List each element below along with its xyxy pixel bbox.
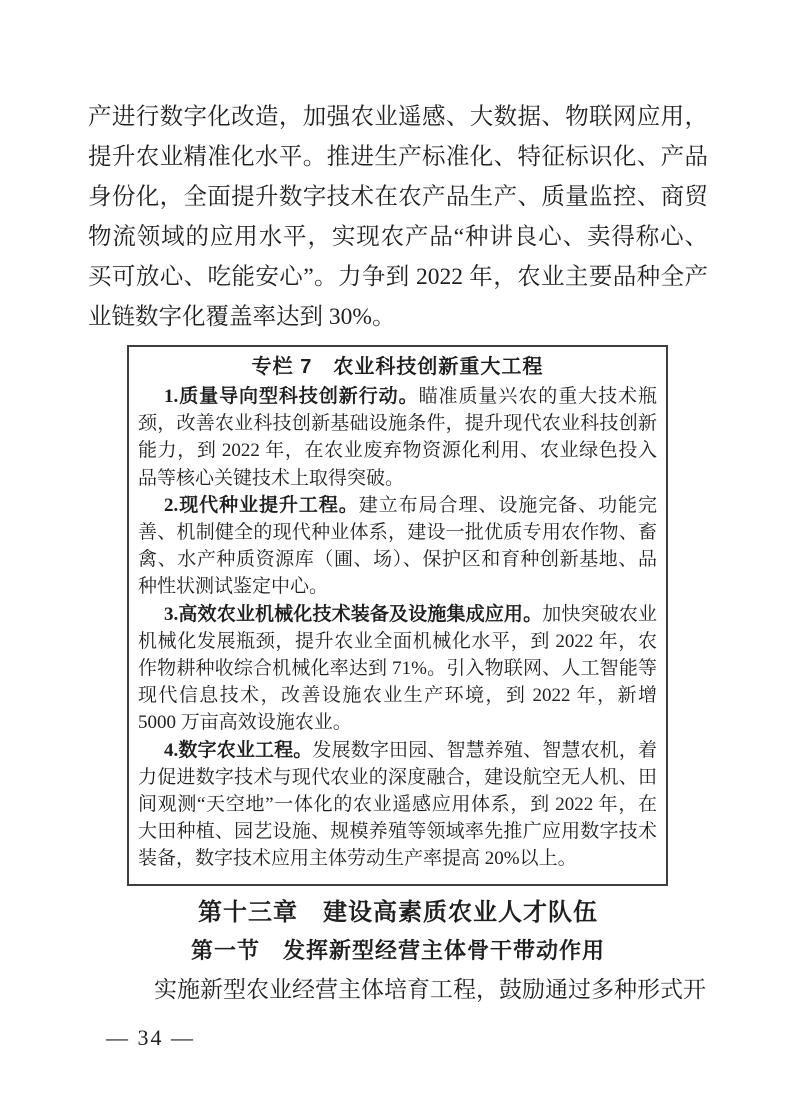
panel-item-3-text: 加快突破农业机械化发展瓶颈，提升农业全面机械化水平，到 2022 年，农作物耕种收综合机械化率达到 71%。引入物联网、人工智能等现代信息技术，改善设施农业生产环境，到 2022 年，新增 5000 万亩高效设施农业。: [138, 603, 657, 734]
section-heading: 第一节 发挥新型经营主体骨干带动作用: [190, 938, 605, 963]
body-paragraph: 实施新型农业经营主体培育工程，鼓励通过多种形式开: [154, 977, 706, 1002]
panel-item-3-lead: 3.高效农业机械化技术装备及设施集成应用。: [164, 603, 543, 625]
panel-item-4-text: 发展数字田园、智慧养殖、智慧农机，着力促进数字技术与现代农业的深度融合，建设航空无人机、田间观测“天空地”一体化的农业遥感应用体系，到 2022 年，在大田种植、园艺设施、规模养殖等领域率先推广应用数字技术装备，数字技术应用主体劳动生产率提高 20%以上。: [138, 739, 657, 870]
panel-item-3: [138, 601, 657, 737]
panel-item-1-lead: 1.质量导向型科技创新行动。: [164, 386, 419, 407]
special-column-panel: [127, 345, 668, 886]
panel-item-4-lead: 4.数字农业工程。: [164, 739, 313, 761]
panel-item-1: [138, 383, 657, 492]
panel-item-2-lead: 2.现代种业提升工程。: [164, 494, 359, 516]
page-number: — 34 —: [106, 1025, 195, 1050]
panel-item-2-text: 建立布局合理、设施完备、功能完善、机制健全的现代种业体系，建设一批优质专用农作物、畜禽、水产种质资源库（圃、场）、保护区和育种创新基地、品种性状测试鉴定中心。: [138, 494, 657, 598]
intro-paragraph: 产进行数字化改造，加强农业遥感、大数据、物联网应用，提升农业精准化水平。推进生产标准化、特征标识化、产品身份化，全面提升数字技术在农产品生产、质量监控、商贸物流领域的应用水平，实现农产品“种讲良心、卖得称心、买可放心、吃能安心”。力争到 2022 年，农业主要品种全产业链数字化覆盖率达到 30%。: [88, 104, 708, 330]
panel-title: 专栏 7 农业科技创新重大工程: [251, 356, 544, 378]
panel-item-1-text: 瞄准质量兴农的重大技术瓶颈，改善农业科技创新基础设施条件，提升现代农业科技创新能力，到 2022 年，在农业废弃物资源化利用、农业绿色投入品等核心关键技术上取得突破。: [138, 386, 657, 489]
panel-item-4: [138, 737, 657, 873]
chapter-heading: 第十三章 建设高素质农业人才队伍: [198, 899, 598, 926]
panel-item-2: [138, 492, 657, 601]
